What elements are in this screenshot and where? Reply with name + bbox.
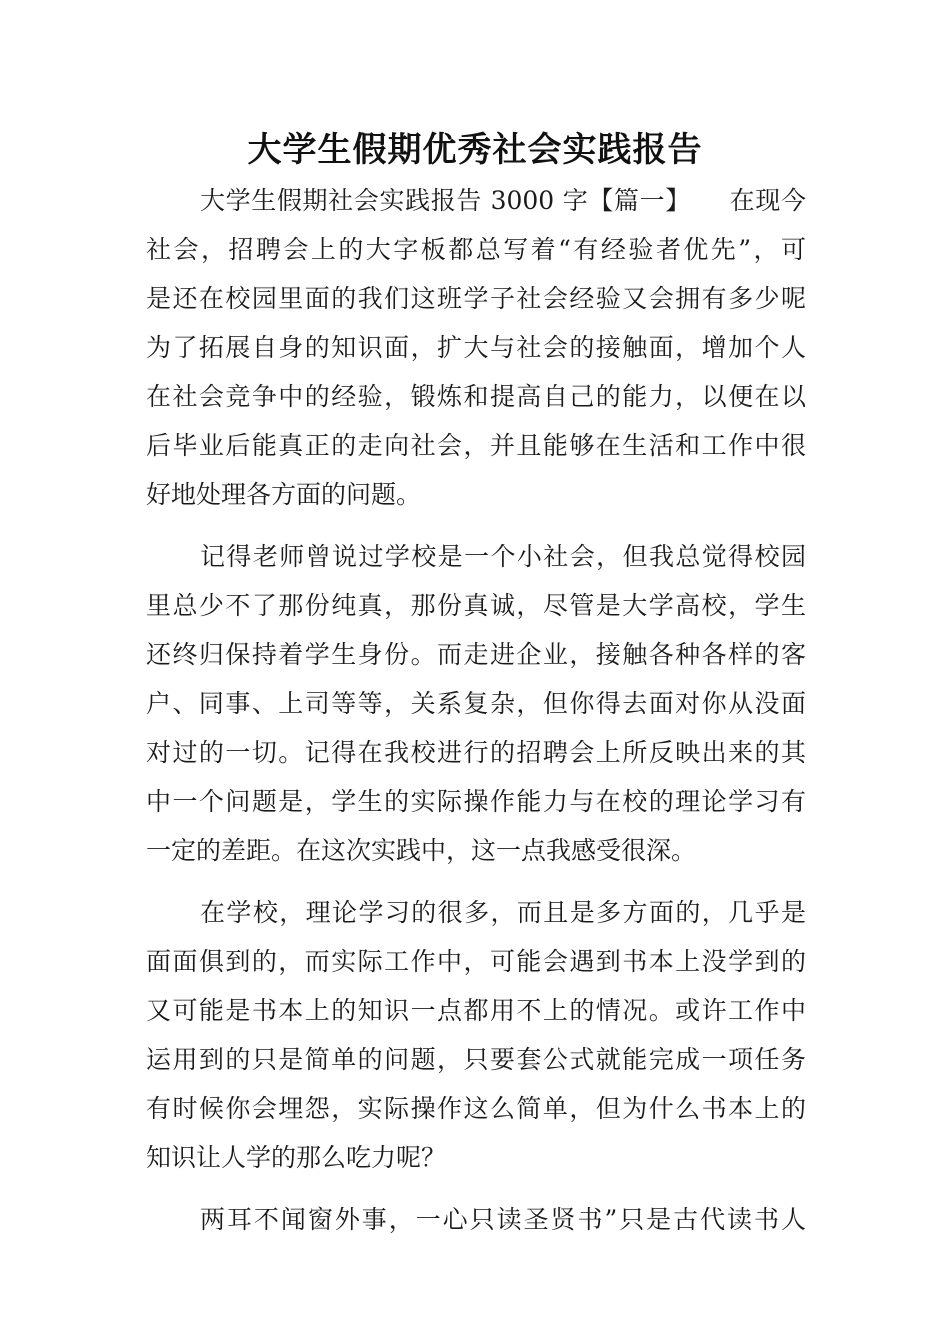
- paragraph-line: 里总少不了那份纯真，那份真诚，尽管是大学高校，学生: [146, 591, 806, 620]
- paragraph-line: 又可能是书本上的知识一点都用不上的情况。或许工作中: [146, 996, 806, 1025]
- paragraph-line: 运用到的只是简单的问题，只要套公式就能完成一项任务: [146, 1045, 806, 1074]
- paragraph-line: 对过的一切。记得在我校进行的招聘会上所反映出来的其: [146, 738, 806, 767]
- paragraph-line: 在社会竞争中的经验，锻炼和提高自己的能力，以便在以: [146, 382, 806, 411]
- paragraph-line: 后毕业后能真正的走向社会，并且能够在生活和工作中很: [146, 431, 806, 460]
- paragraph-line: 在学校，理论学习的很多，而且是多方面的，几乎是: [200, 898, 806, 927]
- paragraph-line: 记得老师曾说过学校是一个小社会，但我总觉得校园: [200, 542, 806, 571]
- paragraph-line: 户、同事、上司等等，关系复杂，但你得去面对你从没面: [146, 689, 806, 718]
- paragraph-line: 中一个问题是，学生的实际操作能力与在校的理论学习有: [146, 787, 806, 816]
- paragraph-line: 一定的差距。在这次实践中，这一点我感受很深。: [146, 836, 697, 865]
- paragraph-1: [146, 176, 806, 519]
- paragraph-line: 还终归保持着学生身份。而走进企业，接触各种各样的客: [146, 640, 806, 669]
- paragraph-line: 社会，招聘会上的大字板都总写着“有经验者优先”，可: [146, 235, 806, 264]
- paragraph-line: 知识让人学的那么吃力呢？: [146, 1143, 447, 1172]
- paragraph-line: 有时候你会埋怨，实际操作这么简单，但为什么书本上的: [146, 1094, 806, 1123]
- paragraph-line: 好地处理各方面的问题。: [146, 480, 422, 509]
- paragraph-line: 面面俱到的，而实际工作中，可能会遇到书本上没学到的: [146, 947, 806, 976]
- paragraph-line: 两耳不闻窗外事，一心只读圣贤书”只是古代读书人: [200, 1205, 806, 1234]
- paragraph-line: 大学生假期社会实践报告 3000 字【篇一】 在现今: [200, 186, 806, 215]
- paragraph-line: 是还在校园里面的我们这班学子社会经验又会拥有多少呢: [146, 284, 806, 313]
- document-body: [146, 176, 806, 1244]
- document-title: 大学生假期优秀社会实践报告: [247, 130, 703, 170]
- paragraph-3: [146, 888, 806, 1182]
- paragraph-2: [146, 532, 806, 875]
- paragraph-4: [146, 1195, 806, 1244]
- paragraph-line: 为了拓展自身的知识面，扩大与社会的接触面，增加个人: [146, 333, 806, 362]
